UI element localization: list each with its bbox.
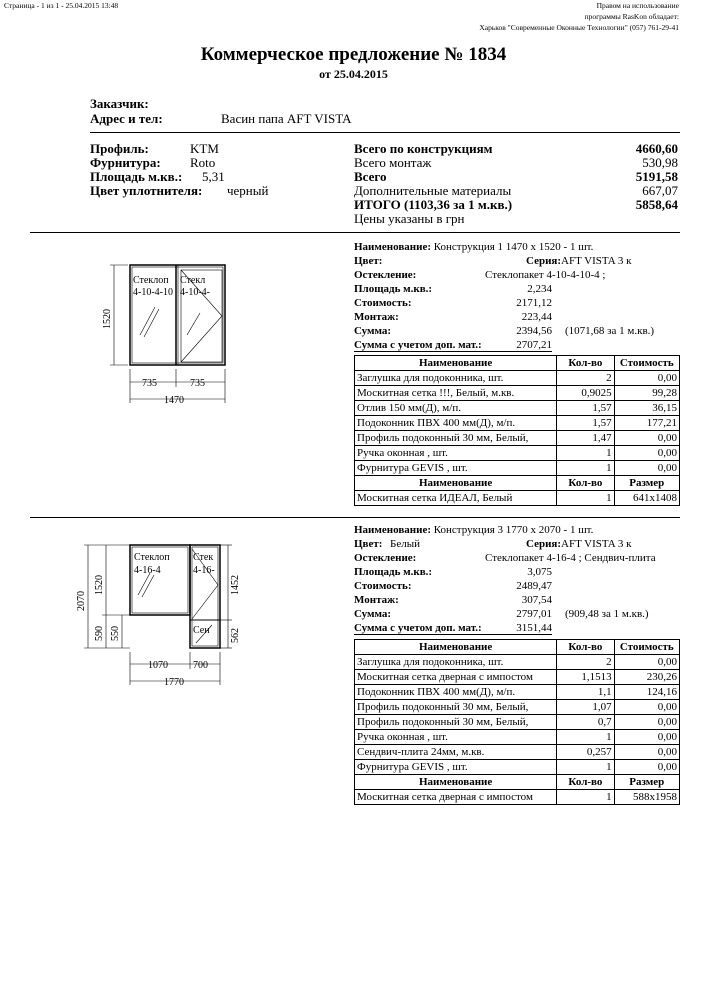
c2-sum-extra-label: Сумма с учетом доп. мат.: [354,622,552,635]
hardware-label: Фурнитура: [90,155,161,170]
table-row: Москитная сетка дверная с импостом 1,1513 230,26 [355,670,680,685]
total-label-0: Всего по конструкциям [354,141,493,156]
table-header: Кол-во [557,640,614,655]
table-row: Подоконник ПВХ 400 мм(Д), м/п. 1,1 124,16 [355,685,680,700]
width-label-1: 735 [190,378,205,389]
construction-1-drawing [100,255,240,410]
total-value-3: 667,07 [642,183,678,198]
table-row: Фурнитура GEVIS , шт. 1 0,00 [355,760,680,775]
height-low-mid-label: 550 [110,626,121,641]
height-door-lower-label: 562 [230,628,241,643]
table-header: Наименование [355,775,557,790]
c1-sum-extra-value: 2707,21 [516,339,552,351]
c1-sum-extra-label: Сумма с учетом доп. мат.: [354,339,552,352]
table-row: Москитная сетка !!!, Белый, м.кв. 0,9025 99,28 [355,386,680,401]
total-value-1: 530,98 [642,155,678,170]
table-row: Профиль подоконный 30 мм, Белый, 0,7 0,00 [355,715,680,730]
rights-line-2: программы RasKon обладает: [584,12,679,21]
area-value: 5,31 [202,169,225,184]
table-row: Москитная сетка ИДЕАЛ, Белый 1 641x1408 [355,491,680,506]
width-label-1: 700 [193,660,208,671]
table-header: Стоимость [614,640,679,655]
total-width-label: 1770 [164,677,184,688]
total-value-4: 5858,64 [635,197,678,212]
table-header: Кол-во [557,775,614,790]
c2-sum-label: Сумма: [354,608,392,620]
table-row: Отлив 150 мм(Д), м/п. 1,57 36,15 [355,401,680,416]
table-row: Ручка оконная , шт. 1 0,00 [355,446,680,461]
c2-sum-note: (909,48 за 1 м.кв.) [565,608,649,620]
c1-sum-label: Сумма: [354,325,392,337]
pane-label-1: 4-10-4-10 [133,287,173,298]
c2-glazing-label: Остекление: [354,552,417,564]
pane-label-2: Стекл [180,275,206,286]
table-row: Фурнитура GEVIS , шт. 1 0,00 [355,461,680,476]
table-row: Заглушка для подоконника, шт. 2 0,00 [355,655,680,670]
pane-label-0: Стеклоп [133,275,169,286]
c1-mount-label: Монтаж: [354,311,399,323]
c1-cost-value: 2171,12 [516,297,552,309]
address-label: Адрес и тел: [90,111,163,126]
table-header: Наименование [355,356,557,371]
table-header: Наименование [355,476,557,491]
c2-sum-value: 2797,01 [516,608,552,620]
c1-series-value: AFT VISTA 3 к [561,255,632,267]
height-window-label: 1520 [94,575,105,595]
c1-color-label: Цвет: [354,255,383,267]
total-label-2: Всего [354,169,387,184]
table-row: Ручка оконная , шт. 1 0,00 [355,730,680,745]
seal-color-value: черный [227,183,269,198]
c2-color-value: Белый [390,538,420,550]
table-header: Кол-во [557,356,614,371]
height-low-left-label: 590 [94,626,105,641]
profile-value: KTM [190,141,219,156]
c1-sum-value: 2394,56 [516,325,552,337]
c2-mount-label: Монтаж: [354,594,399,606]
height-door-upper-label: 1452 [230,575,241,595]
c2-series-value: AFT VISTA 3 к [561,538,632,550]
profile-label: Профиль: [90,141,149,156]
pane-label-2: Стек [193,552,214,563]
c2-area-value: 3,075 [527,566,552,578]
pane-label-3: 4-10-4- [180,287,210,298]
hardware-value: Roto [190,155,216,170]
c2-series-label: Серия: [526,538,562,550]
c1-sum-note: (1071,68 за 1 м.кв.) [565,325,655,337]
c2-mount-value: 307,54 [521,594,552,606]
area-label: Площадь м.кв.: [90,169,183,184]
pane-label-4: Сен [193,625,210,636]
height-label: 1520 [102,309,113,329]
c1-glazing-label: Остекление: [354,269,417,281]
total-label-4: ИТОГО (1103,36 за 1 м.кв.) [354,197,513,212]
height-total-label: 2070 [76,591,87,611]
c2-materials-table [354,639,680,805]
total-label-1: Всего монтаж [354,155,432,170]
c2-name-label: Наименование: [354,524,431,536]
c1-name-label: Наименование: [354,241,431,253]
customer-label: Заказчик: [90,96,149,111]
table-header: Наименование [355,640,557,655]
c2-cost-value: 2489,47 [516,580,552,592]
construction-2-drawing [72,535,247,690]
c2-color-label: Цвет: [354,538,383,550]
table-header: Размер [614,476,679,491]
c2-cost-label: Стоимость: [354,580,412,592]
c1-name-value: Конструкция 1 1470 x 1520 - 1 шт. [433,241,594,253]
seal-color-label: Цвет уплотнителя: [90,183,203,198]
table-header: Стоимость [614,356,679,371]
company-info: Харьков "Современные Оконные Технологии" (057) 761-29-41 [479,23,679,32]
total-value-2: 5191,58 [635,169,678,184]
divider [90,132,680,133]
pane-label-3: 4-16- [193,565,215,576]
offer-date: от 25.04.2015 [319,67,388,81]
table-row: Подоконник ПВХ 400 мм(Д), м/п. 1,57 177,21 [355,416,680,431]
currency-note: Цены указаны в грн [354,211,465,226]
c2-sum-extra-value: 3151,44 [516,622,552,634]
c1-glazing-value: Стеклопакет 4-10-4-10-4 ; [485,269,606,281]
c1-area-value: 2,234 [527,283,552,295]
table-row: Заглушка для подоконника, шт. 2 0,00 [355,371,680,386]
total-value-0: 4660,60 [635,141,678,156]
address-value: Васин папа AFT VISTA [221,111,352,126]
pane-label-0: Стеклоп [134,552,170,563]
table-header: Кол-во [557,476,614,491]
page-title: Коммерческое предложение № 1834 [200,44,507,65]
table-row: Сендвич-плита 24мм, м.кв. 0,257 0,00 [355,745,680,760]
c2-name-value: Конструкция 3 1770 x 2070 - 1 шт. [433,524,594,536]
divider [30,232,680,233]
c1-series-label: Серия: [526,255,562,267]
pane-label-1: 4-16-4 [134,565,161,576]
total-label-3: Дополнительные материалы [354,183,512,198]
table-header: Размер [614,775,679,790]
c1-materials-table [354,355,680,506]
page-info: Страница - 1 из 1 - 25.04.2015 13:48 [4,1,119,10]
c2-glazing-value: Стеклопакет 4-16-4 ; Сендвич-плита [485,552,656,564]
table-row: Профиль подоконный 30 мм, Белый, 1,47 0,00 [355,431,680,446]
c1-mount-value: 223,44 [521,311,552,323]
c1-area-label: Площадь м.кв.: [354,283,433,295]
table-row: Профиль подоконный 30 мм, Белый, 1,07 0,00 [355,700,680,715]
table-row: Москитная сетка дверная с импостом 1 588x1958 [355,790,680,805]
rights-line-1: Правом на использование [596,1,679,10]
width-label-0: 735 [142,378,157,389]
total-width-label: 1470 [164,395,184,406]
c2-area-label: Площадь м.кв.: [354,566,433,578]
divider [30,517,680,518]
width-label-0: 1070 [148,660,168,671]
c1-cost-label: Стоимость: [354,297,412,309]
